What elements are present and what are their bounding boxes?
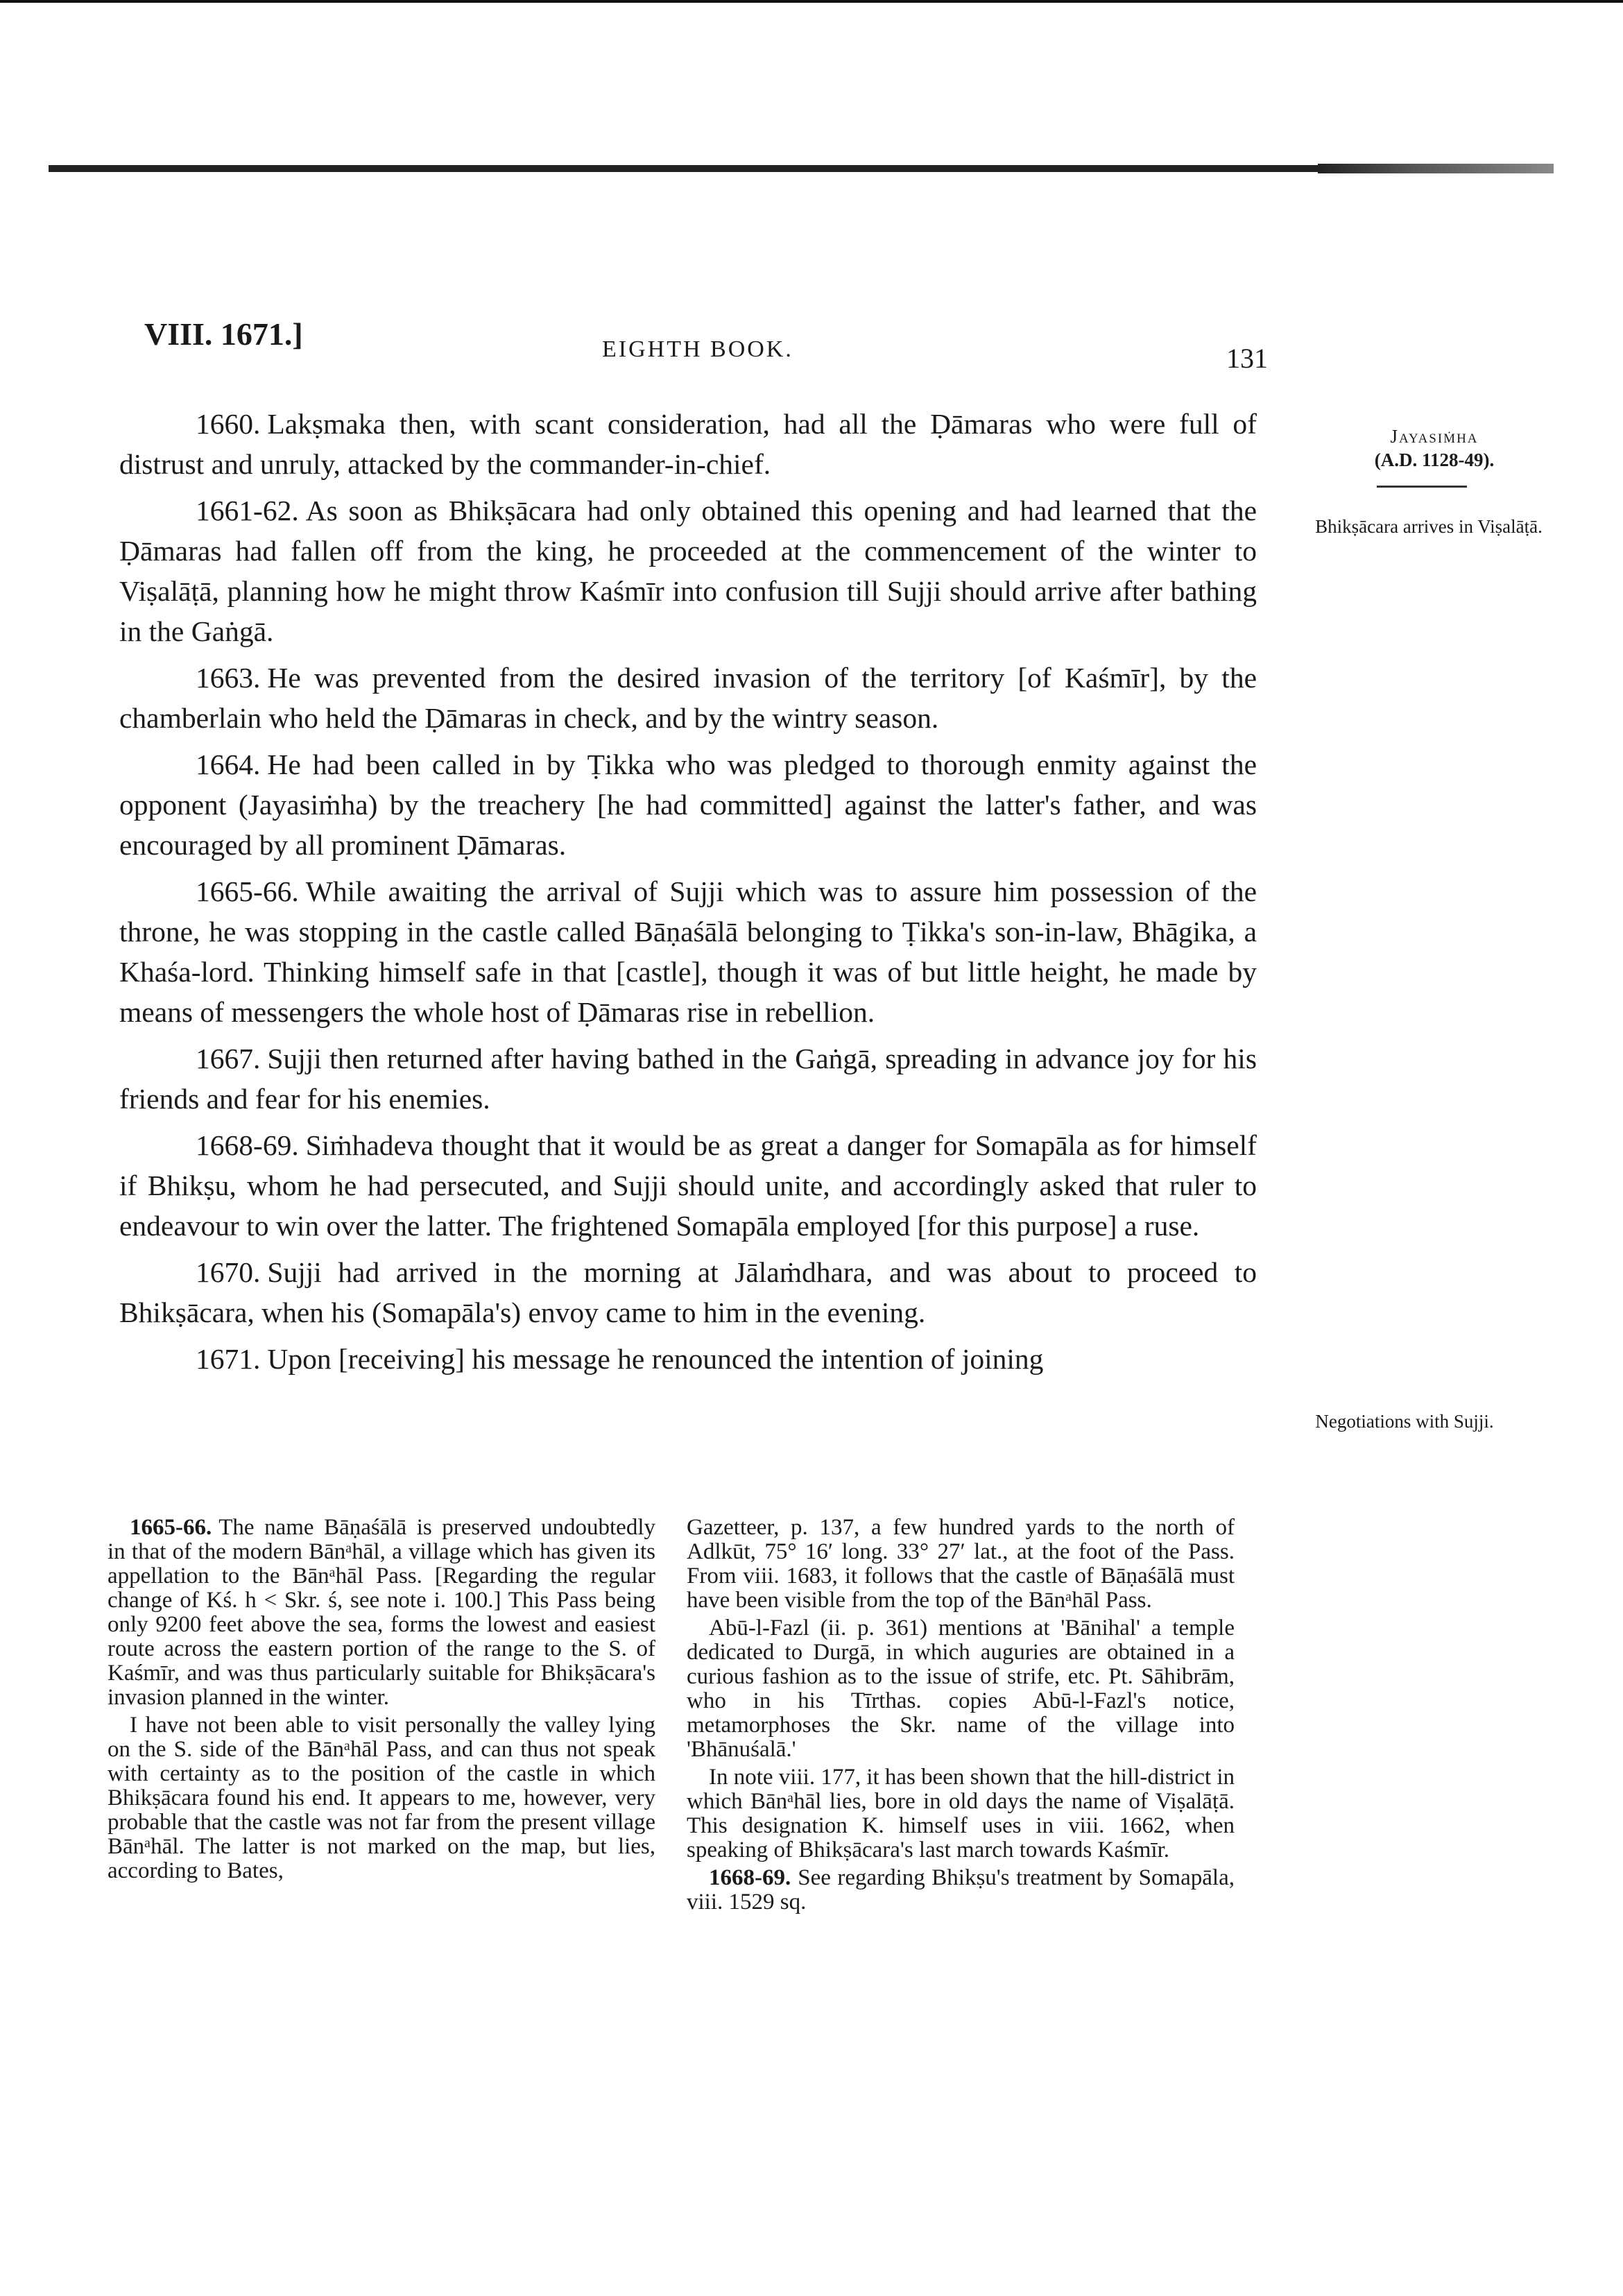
verse-number: 1670. [196,1256,261,1288]
sidenote-bhiksacara-arrives: Bhikṣācara arrives in Viṣalāṭā. [1315,516,1543,537]
footnote-paragraph [687,1866,1235,1914]
footnote-ref: 1665-66. [130,1515,212,1540]
footnote-text: In note viii. 177, it has been shown that the hill-district in which Bānᵃhāl lies, bore in old days the name of Viṣalāṭā. This designation K. himself uses in viii. 1662, when speaking of Bhikṣācara's last march towards Kaśmīr. [687,1765,1235,1862]
book-title: EIGHTH BOOK. [602,336,793,362]
footnote-text: Abū-l-Fazl (ii. p. 361) mentions at 'Bānihal' a temple dedicated to Durgā, in which auguries are obtained in a curious fashion as to the issue of strife, etc. Pt. Sāhibrām, who in his Tīrthas. copies Abū-l-Fazl's notice, metamorphoses the Skr. name of the village into 'Bhānuśalā.' [687,1616,1235,1762]
verse-text: As soon as Bhikṣācara had only obtained this opening and had learned that the Ḍāmaras had fallen off from the king, he proceeded at the commencement of the winter to Viṣalāṭā, planning how he might throw Kaśmīr into confusion till Sujji should arrive after bathing in the Gaṅgā. [119,495,1257,647]
verse-paragraph [119,490,1257,651]
verse-text: While awaiting the arrival of Sujji which was to assure him possession of the throne, he was stopping in the castle called Bāṇaśālā belonging to Ṭikka's son-in-law, Bhāgika, a Khaśa-lord. Thinking himself safe in that [castle], though it was of but little height, he made by means of messengers the whole host of Ḍāmaras rise in rebellion. [119,875,1257,1028]
reign-dates: (A.D. 1128-49). [1374,449,1495,470]
verse-number: 1660. [196,408,261,440]
verse-text: Upon [receiving] his message he renounced the intention of joining [267,1343,1044,1375]
footnote-paragraph [108,1516,655,1710]
verse-text: Sujji then returned after having bathed in the Gaṅgā, spreading in advance joy for his friends and fear for his enemies. [119,1043,1257,1115]
verse-paragraph [119,658,1257,738]
footnote-ref: 1668-69. [709,1865,791,1890]
footnote-text: The name Bāṇaśālā is preserved undoubtedly in that of the modern Bānᵃhāl, a village which has given its appellation to the Bānᵃhāl Pass. [Regarding the regular change of Kś. h < Skr. ś, see note i. 100.] This Pass being only 9200 feet above the sea, forms the lowest and easiest route across the eastern portion of the range to the S. of Kaśmīr, and was thus particularly suitable for Bhikṣācara's invasion planned in the winter. [108,1515,655,1710]
footnote-text: I have not been able to visit personally the valley lying on the S. side of the Bānᵃhāl Pass, and can thus not speak with certainty as to the position of the castle in which Bhikṣācara found his end. It appears to me, however, very probable that the castle was not far from the present village Bānᵃhāl. The latter is not marked on the map, but lies, according to Bates, [108,1713,655,1883]
sidenote-separator [1377,486,1467,488]
verse-number: 1671. [196,1343,261,1375]
verse-paragraph [119,744,1257,865]
verse-paragraph [119,1038,1257,1119]
header-rule-fade [1318,164,1554,173]
verse-text: Lakṣmaka then, with scant consideration, had all the Ḍāmaras who were full of distrust and unruly, attacked by the commander-in-chief. [119,408,1257,480]
verse-paragraph [119,404,1257,484]
sidenote-negotiations: Negotiations with Sujji. [1315,1411,1494,1432]
verse-text: Sujji had arrived in the morning at Jālaṁdhara, and was about to proceed to Bhikṣācara, when his (Somapāla's) envoy came to him in the evening. [119,1256,1257,1328]
footnote-paragraph [687,1765,1235,1862]
sidenote-reign [1296,425,1573,472]
footnote-text: Gazetteer, p. 137, a few hundred yards to the north of Adlkūt, 75° 16′ long. 33° 27′ lat., at the foot of the Pass. From viii. 1683, it follows that the castle of Bāṇaśālā must have been visible from the top of the Bānᵃhāl Pass. [687,1515,1235,1613]
running-header [0,316,1623,374]
verse-text: He was prevented from the desired invasion of the territory [of Kaśmīr], by the chamberlain who held the Ḍāmaras in check, and by the wintry season. [119,662,1257,734]
main-text [119,404,1257,1385]
footnote-paragraph [108,1713,655,1883]
verse-number: 1661-62. [196,495,299,526]
verse-number: 1667. [196,1043,261,1074]
verse-paragraph [119,871,1257,1032]
verse-number: 1665-66. [196,875,299,907]
verse-number: 1663. [196,662,261,694]
verse-text: Siṁhadeva thought that it would be as great a danger for Somapāla as for himself if Bhikṣu, whom he had persecuted, and Sujji should unite, and accordingly asked that ruler to endeavour to win over the latter. The frightened Somapāla employed [for this purpose] a ruse. [119,1129,1257,1242]
page-number: 131 [1226,343,1268,374]
footnote-column-right [687,1516,1235,1918]
footnote-paragraph [687,1516,1235,1613]
footnote-paragraph [687,1616,1235,1762]
verse-number: 1668-69. [196,1129,299,1161]
verse-text: He had been called in by Ṭikka who was pledged to thorough enmity against the opponent (Jayasiṁha) by the treachery [he had committed] against the latter's father, and was encouraged by all prominent Ḍāmaras. [119,748,1257,861]
page-top-edge [0,0,1623,3]
verse-paragraph [119,1125,1257,1246]
verse-number: 1664. [196,748,261,780]
verse-paragraph [119,1252,1257,1333]
footnote-text: See regarding Bhikṣu's treatment by Somapāla, viii. 1529 sq. [687,1865,1235,1914]
verse-paragraph [119,1339,1257,1379]
footnote-column-left [108,1516,655,1887]
section-reference: VIII. 1671.] [144,316,303,352]
reign-name: Jayasiṁha [1390,426,1479,447]
